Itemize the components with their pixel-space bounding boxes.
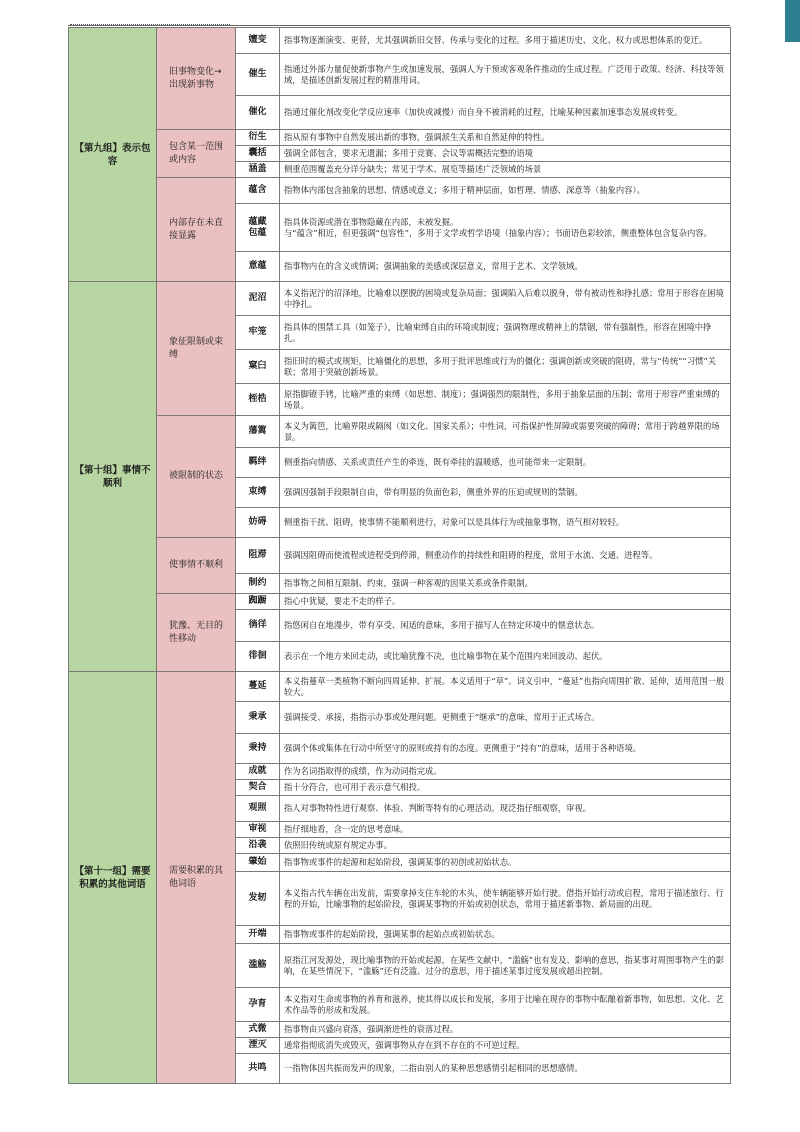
term: 妨碍 bbox=[236, 508, 280, 538]
group-label: 【第九组】表示包容 bbox=[69, 28, 157, 282]
definition: 指物体内部包含抽象的思想、情感或意义；多用于精神层面，如哲理、情感、深意等（抽象内容）。 bbox=[280, 178, 731, 204]
subgroup-label: 旧事物变化→出现新事物 bbox=[157, 28, 236, 130]
term: 踟蹰 bbox=[236, 594, 280, 610]
definition: 侧重指向情感、关系或责任产生的牵连，既有牵挂的温暖感，也可能带来一定限制。 bbox=[280, 448, 731, 478]
term: 蕴含 bbox=[236, 178, 280, 204]
term: 肇始 bbox=[236, 854, 280, 872]
subgroup-label: 使事情不顺利 bbox=[157, 538, 236, 594]
term: 窠臼 bbox=[236, 350, 280, 384]
term: 囊括 bbox=[236, 146, 280, 162]
definition: 强调因强制手段限制自由，带有明显的负面色彩，侧重外界的压迫或规则的禁锢。 bbox=[280, 478, 731, 508]
definition: 一指物体因共振而发声的现象，二指由别人的某种思想感情引起相同的思想感情。 bbox=[280, 1054, 731, 1084]
definition: 指事物或事件的起源和起始阶段，强调某事的初创或初始状态。 bbox=[280, 854, 731, 872]
definition: 通常指彻底消失或毁灭，强调事物从存在到不存在的不可逆过程。 bbox=[280, 1038, 731, 1054]
definition: 指具体资源或潜在事物隐藏在内部，未被发掘。 与“蕴含”相近，但更强调“包容性”，多用于文学或哲学语境（抽象内容）；书面语色彩较浓，侧重整体包含复杂内容。 bbox=[280, 204, 731, 252]
definition: 本义指蔓草一类植物不断向四周延伸、扩展。本义适用于“草”。词义引申，“蔓延”也指向周围扩散、延伸，适用范围一般较大。 bbox=[280, 672, 731, 702]
term: 嬗变 bbox=[236, 28, 280, 54]
definition: 侧重指干扰、阻碍，使事情不能顺利进行，对象可以是具体行为或抽象事物，语气相对较轻。 bbox=[280, 508, 731, 538]
term: 契合 bbox=[236, 780, 280, 796]
subgroup-label: 被限制的状态 bbox=[157, 416, 236, 538]
term: 催化 bbox=[236, 96, 280, 130]
definition: 本义指对生命或事物的养育和滋养，使其得以成长和发展，多用于比喻在现存的事物中酝酿着新事物，如思想、文化、艺术作品等的形成和发展。 bbox=[280, 988, 731, 1022]
group-label: 【第十组】事情不顺利 bbox=[69, 282, 157, 672]
term: 羁绊 bbox=[236, 448, 280, 478]
definition: 指通过催化剂改变化学反应速率（加快或减慢）而自身不被消耗的过程，比喻某种因素加速事态发展或转变。 bbox=[280, 96, 731, 130]
term: 衍生 bbox=[236, 130, 280, 146]
definition: 作为名词指取得的成绩，作为动词指完成。 bbox=[280, 764, 731, 780]
definition: 指具体的围禁工具（如笼子），比喻束缚自由的环境或制度；强调物理或精神上的禁锢，带有强制性，形容在困境中挣扎。 bbox=[280, 316, 731, 350]
header-rule bbox=[68, 25, 730, 26]
definition: 本义指古代车辆在出发前，需要拿掉支住车轮的木头，使车辆能够开始行驶。借指开始行动或启程，常用于描述旅行、行程的开始，比喻事物的起始阶段，强调某事物的开始或初创状态，常用于描述新事物、新局面的出现。 bbox=[280, 872, 731, 926]
group-label: 【第十一组】需要积累的其他词语 bbox=[69, 672, 157, 1084]
definition: 指旧时的模式或规矩，比喻僵化的思想，多用于批评思维或行为的僵化；强调创新或突破的阻碍，常与“传统”“习惯”关联；常用于突破创新场景。 bbox=[280, 350, 731, 384]
term: 发轫 bbox=[236, 872, 280, 926]
subgroup-label: 内部存在未直接显露 bbox=[157, 178, 236, 282]
term: 制约 bbox=[236, 574, 280, 594]
term: 滥觞 bbox=[236, 944, 280, 988]
term: 意蕴 bbox=[236, 252, 280, 282]
definition: 原指脚镣手铐，比喻严重的束缚（如思想、制度）；强调强烈的限制性，多用于抽象层面的压制；常用于形容严重束缚的场景。 bbox=[280, 384, 731, 416]
definition: 指事物或事件的起始阶段，强调某事的起始点或初始状态。 bbox=[280, 926, 731, 944]
subgroup-label: 象征限制或束缚 bbox=[157, 282, 236, 416]
term: 阻滞 bbox=[236, 538, 280, 574]
term: 蔓延 bbox=[236, 672, 280, 702]
definition: 指从原有事物中自然发展出新的事物，强调派生关系和自然延伸的特性。 bbox=[280, 130, 731, 146]
definition: 强调全部包含，要求无遗漏；多用于竞赛、会议等需概括完整的语境 bbox=[280, 146, 731, 162]
definition: 指仔细地看，含一定的思考意味。 bbox=[280, 822, 731, 838]
definition: 指人对事物特性进行观察、体验、判断等特有的心理活动。现泛指仔细观察，审视。 bbox=[280, 796, 731, 822]
term: 秉承 bbox=[236, 702, 280, 734]
term: 涵盖 bbox=[236, 162, 280, 178]
definition: 指心中犹疑，要走不走的样子。 bbox=[280, 594, 731, 610]
term: 牢笼 bbox=[236, 316, 280, 350]
subgroup-label: 犹豫、无目的性移动 bbox=[157, 594, 236, 672]
term: 泥沼 bbox=[236, 282, 280, 316]
term: 开端 bbox=[236, 926, 280, 944]
term: 秉持 bbox=[236, 734, 280, 764]
definition: 强调个体或集体在行动中所坚守的原则或持有的态度。更侧重于“持有”的意味，适用于各种语境。 bbox=[280, 734, 731, 764]
definition: 指事物内在的含义或情调；强调抽象的美感或深层意义，常用于艺术、文学领域。 bbox=[280, 252, 731, 282]
term: 观照 bbox=[236, 796, 280, 822]
term: 式微 bbox=[236, 1022, 280, 1038]
definition: 侧重范围覆盖充分详分缺失；常见于学术、展览等描述广泛领域的场景 bbox=[280, 162, 731, 178]
subgroup-label: 需要积累的其他词语 bbox=[157, 672, 236, 1084]
term: 成就 bbox=[236, 764, 280, 780]
definition: 指事物逐渐演变、更替，尤其强调新旧交替、传承与变化的过程。多用于描述历史、文化、权力或思想体系的变迁。 bbox=[280, 28, 731, 54]
definition: 本义为篱笆，比喻界限或隔阂（如文化、国家关系）；中性词，可指保护性屏障或需要突破的障碍；常用于跨越界限的场景。 bbox=[280, 416, 731, 448]
term: 沿袭 bbox=[236, 838, 280, 854]
term: 束缚 bbox=[236, 478, 280, 508]
term: 徜徉 bbox=[236, 610, 280, 642]
term: 蕴藏 包蕴 bbox=[236, 204, 280, 252]
definition: 指事物之间相互限制、约束，强调一种客观的因果关系或条件限制。 bbox=[280, 574, 731, 594]
term: 共鸣 bbox=[236, 1054, 280, 1084]
term: 藩篱 bbox=[236, 416, 280, 448]
term: 湮灭 bbox=[236, 1038, 280, 1054]
definition: 指事物由兴盛向衰落，强调渐进性的衰落过程。 bbox=[280, 1022, 731, 1038]
definition: 表示在一个地方来回走动，或比喻犹豫不决，也比喻事物在某个范围内来回波动、起伏。 bbox=[280, 642, 731, 672]
term: 催生 bbox=[236, 54, 280, 96]
definition: 指悠闲自在地漫步，带有享受、闲适的意味，多用于描写人在特定环境中的惬意状态。 bbox=[280, 610, 731, 642]
term: 桎梏 bbox=[236, 384, 280, 416]
term: 孕育 bbox=[236, 988, 280, 1022]
definition: 强调接受、承接，指指示办事或处理问题。更侧重于“继承”的意味，常用于正式场合。 bbox=[280, 702, 731, 734]
subgroup-label: 包含某一范围或内容 bbox=[157, 130, 236, 178]
definition: 原指江河发源处，现比喻事物的开始或起源，在某些文献中，“滥觞”也有发及、影响的意思，指某事对周围事物产生的影响，在某些情况下，“滥觞”还有泛滥、过分的意思，用于描述某事过度发展或超出控制。 bbox=[280, 944, 731, 988]
term: 审视 bbox=[236, 822, 280, 838]
definition: 本义指泥泞的沼泽地，比喻难以摆脱的困境或复杂局面；强调陷入后难以脱身，带有被动性和挣扎感；常用于形容在困境中挣扎。 bbox=[280, 282, 731, 316]
definition: 强调因阻碍而使流程或进程受到停滞，侧重动作的持续性和阻碍的程度，常用于水流、交通、进程等。 bbox=[280, 538, 731, 574]
term: 徘徊 bbox=[236, 642, 280, 672]
definition: 指十分符合，也可用于表示意气相投。 bbox=[280, 780, 731, 796]
page-accent-bar bbox=[785, 0, 800, 42]
definition: 依照旧传统或原有规定办事。 bbox=[280, 838, 731, 854]
vocabulary-table bbox=[68, 27, 731, 1084]
definition: 指通过外部力量促使新事物产生或加速发展，强调人为干预或客观条件推动的生成过程。广泛用于政策、经济、科技等领域，是描述创新发展过程的精准用词。 bbox=[280, 54, 731, 96]
